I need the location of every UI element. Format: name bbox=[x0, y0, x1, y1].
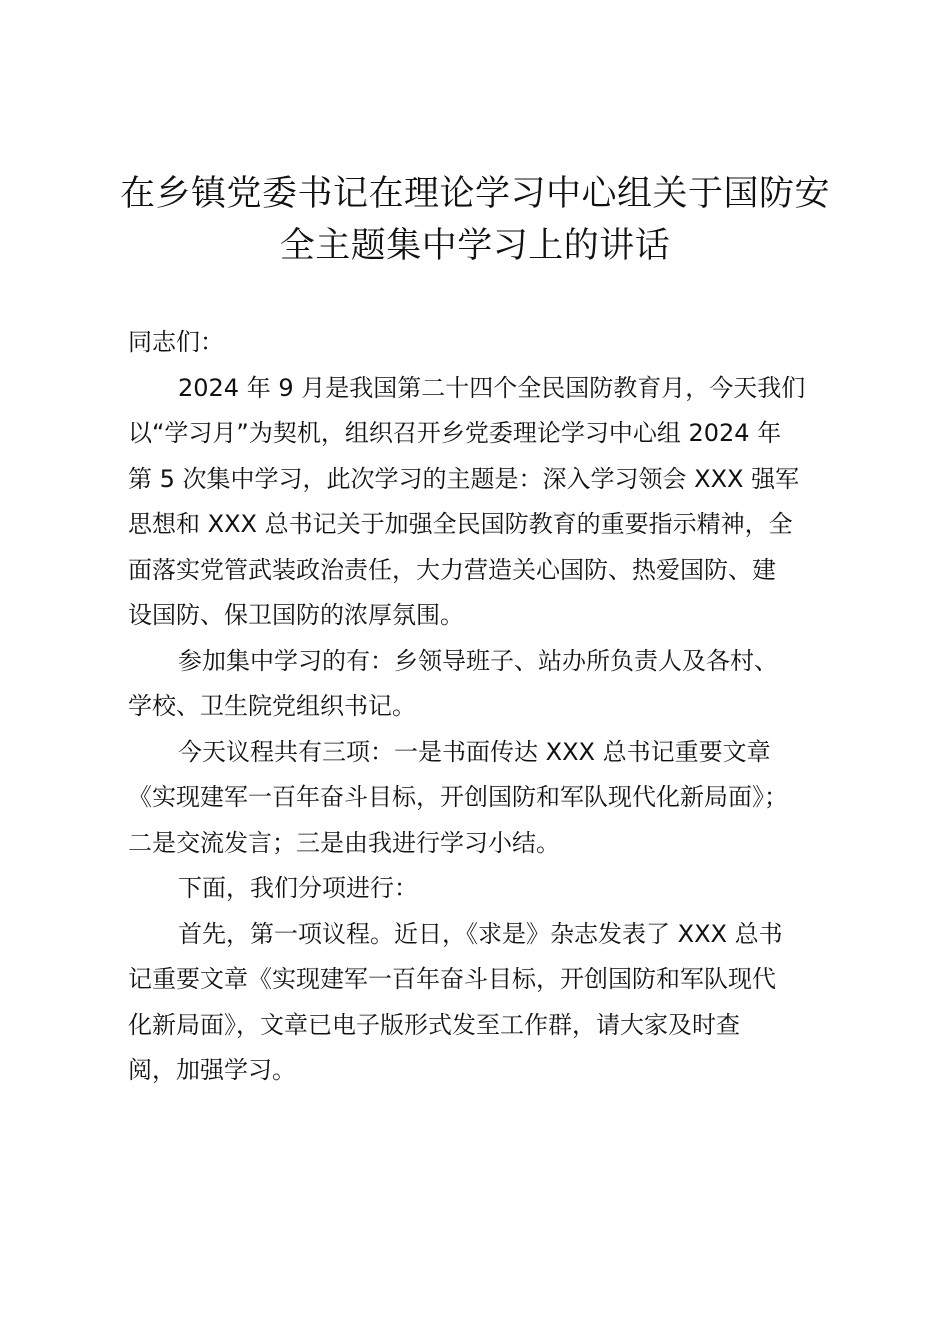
paragraph-line: 阅，加强学习。 bbox=[128, 1056, 296, 1084]
title-line: 全主题集中学习上的讲话 bbox=[279, 226, 671, 266]
paragraph-line: 二是交流发言；三是由我进行学习小结。 bbox=[128, 828, 560, 857]
paragraph-line: 第 5 次集中学习，此次学习的主题是：深入学习领会 XXX 强军 bbox=[128, 464, 800, 493]
paragraph-line: 记重要文章《实现建军一百年奋斗目标，开创国防和军队现代 bbox=[128, 965, 776, 993]
paragraph-line: 设国防、保卫国防的浓厚氛围。 bbox=[128, 601, 464, 629]
title-line: 在乡镇党委书记在理论学习中心组关于国防安 bbox=[119, 174, 830, 214]
paragraph-line: 下面，我们分项进行： bbox=[178, 874, 418, 902]
paragraph-line: 以“学习月”为契机，组织召开乡党委理论学习中心组 2024 年 bbox=[128, 419, 782, 447]
paragraph-line: 面落实党管武装政治责任，大力营造关心国防、热爱国防、建 bbox=[128, 555, 776, 584]
paragraph-line: 参加集中学习的有：乡领导班子、站办所负责人及各村、 bbox=[178, 646, 778, 675]
salutation: 同志们： bbox=[128, 328, 224, 356]
document-body bbox=[128, 320, 833, 1094]
paragraph-line: 首先，第一项议程。近日，《求是》杂志发表了 XXX 总书 bbox=[178, 919, 783, 948]
document-title bbox=[110, 168, 840, 272]
paragraph-line: 化新局面》，文章已电子版形式发至工作群，请大家及时查 bbox=[128, 1010, 740, 1039]
paragraph-line: 今天议程共有三项：一是书面传达 XXX 总书记重要文章 bbox=[178, 737, 771, 766]
paragraph-line: 《实现建军一百年奋斗目标，开创国防和军队现代化新局面》； bbox=[128, 783, 788, 811]
paragraph-line: 学校、卫生院党组织书记。 bbox=[128, 692, 416, 720]
paragraph-line: 2024 年 9 月是我国第二十四个全民国防教育月，今天我们 bbox=[178, 373, 806, 402]
paragraph-line: 思想和 XXX 总书记关于加强全民国防教育的重要指示精神，全 bbox=[128, 510, 793, 538]
